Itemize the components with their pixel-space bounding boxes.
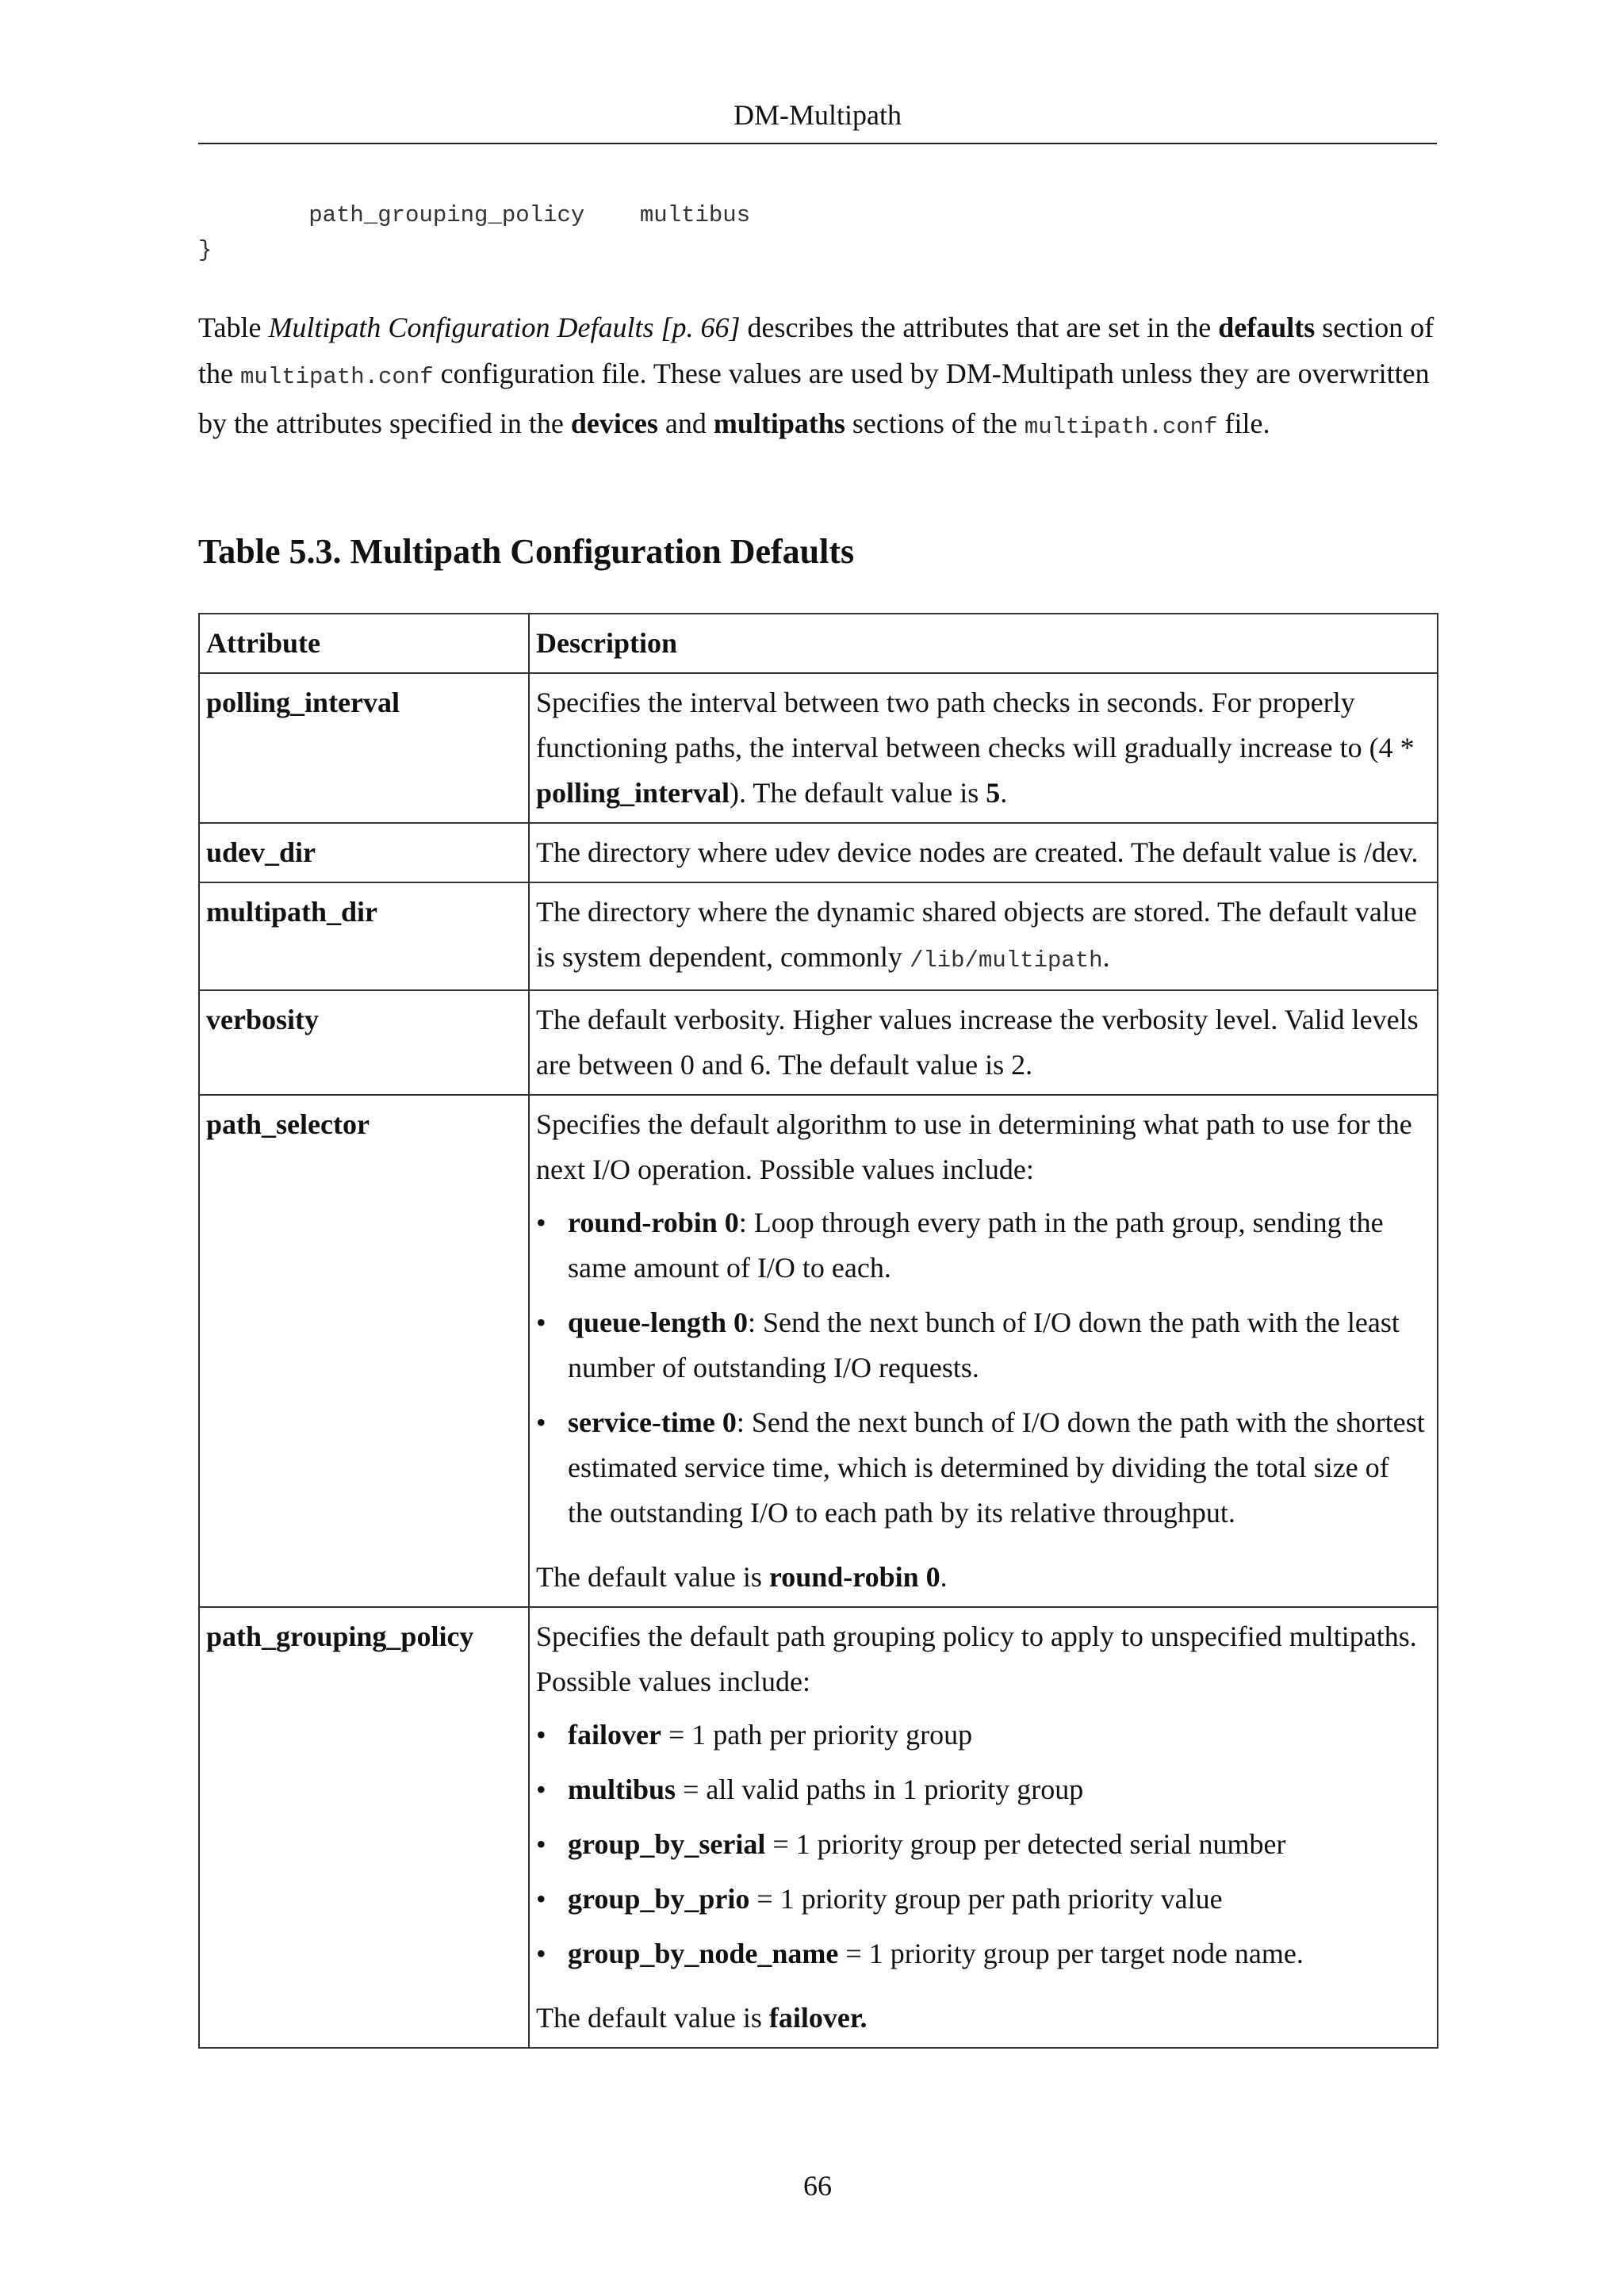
- bullet-list: [536, 1712, 1429, 1976]
- description-bold: 5: [986, 777, 1001, 809]
- attribute-description: [529, 1607, 1438, 2048]
- default-value-note: [536, 1555, 1429, 1600]
- table-row: [199, 990, 1438, 1095]
- attribute-name: multipath_dir: [199, 882, 529, 990]
- code-line: path_grouping_policy multibus: [198, 202, 751, 228]
- devices-term: devices: [570, 408, 658, 439]
- list-term: failover: [568, 1719, 661, 1751]
- default-value: round-robin 0: [768, 1561, 940, 1593]
- intro-text: Table: [198, 312, 269, 343]
- default-text: .: [940, 1561, 948, 1593]
- table-header-row: [199, 614, 1438, 673]
- description-bold: polling_interval: [536, 777, 730, 809]
- list-text: : Loop through every path in the path group, sending the same amount of I/O to each.: [568, 1207, 1384, 1284]
- intro-text: configuration file. These values are used by DM-Multipath unless they are overwritten by the attributes specified in the: [198, 358, 1430, 439]
- list-text: = 1 priority group per path priority value: [749, 1883, 1223, 1915]
- intro-paragraph: [198, 304, 1437, 450]
- default-value: failover.: [768, 2002, 868, 2034]
- attribute-name: path_grouping_policy: [199, 1607, 529, 2048]
- description-text: The directory where the dynamic shared objects are stored. The default value is system dependent, commonly: [536, 896, 1417, 973]
- attribute-name: verbosity: [199, 990, 529, 1095]
- list-text: = 1 priority group per detected serial number: [765, 1828, 1286, 1860]
- list-item: [536, 1931, 1429, 1976]
- list-item: [536, 1200, 1429, 1291]
- running-header: DM-Multipath: [733, 99, 902, 131]
- description-text: Specifies the interval between two path checks in seconds. For properly functioning paths, the interval between checks will gradually increase to (4 *: [536, 687, 1415, 763]
- table-title: Table 5.3. Multipath Configuration Defaults: [198, 532, 855, 571]
- default-text: The default value is: [536, 2002, 769, 2034]
- list-item: [536, 1822, 1429, 1867]
- path-code: /lib/multipath: [909, 947, 1103, 974]
- list-item: [536, 1877, 1429, 1922]
- intro-text: section of the: [198, 312, 1434, 389]
- list-term: round-robin 0: [568, 1207, 739, 1238]
- table-row: [199, 882, 1438, 990]
- attribute-description: The directory where udev device nodes are created. The default value is /dev.: [529, 823, 1438, 882]
- list-term: multibus: [568, 1774, 676, 1805]
- defaults-table: [198, 613, 1438, 2049]
- column-header-description: Description: [529, 614, 1438, 673]
- list-item: [536, 1767, 1429, 1812]
- column-header-attribute: Attribute: [199, 614, 529, 673]
- table-row: [199, 823, 1438, 882]
- multipaths-term: multipaths: [713, 408, 845, 439]
- attribute-name: udev_dir: [199, 823, 529, 882]
- defaults-term: defaults: [1218, 312, 1316, 343]
- attribute-description: [529, 673, 1438, 823]
- intro-text: and: [657, 408, 714, 439]
- attribute-description: The default verbosity. Higher values increase the verbosity level. Valid levels are between 0 and 6. The default value is 2.: [529, 990, 1438, 1095]
- default-value-note: [536, 1996, 1429, 2041]
- list-term: service-time 0: [568, 1406, 737, 1438]
- description-text: ). The default value is: [730, 777, 986, 809]
- list-text: = all valid paths in 1 priority group: [676, 1774, 1084, 1805]
- list-item: [536, 1712, 1429, 1758]
- list-term: group_by_serial: [568, 1828, 766, 1860]
- filename-code: multipath.conf: [239, 364, 434, 390]
- code-snippet: [198, 198, 750, 268]
- intro-text: file.: [1217, 408, 1270, 439]
- list-item: [536, 1300, 1429, 1391]
- header-rule: [198, 143, 1437, 144]
- attribute-name: polling_interval: [199, 673, 529, 823]
- bullet-list: [536, 1200, 1429, 1536]
- table-row: [199, 673, 1438, 823]
- table-row: [199, 1607, 1438, 2048]
- list-term: group_by_prio: [568, 1883, 750, 1915]
- list-text: = 1 path per priority group: [661, 1719, 973, 1751]
- list-item: [536, 1400, 1429, 1536]
- attribute-description: [529, 1095, 1438, 1607]
- list-text: : Send the next bunch of I/O down the path with the least number of outstanding I/O requests.: [568, 1307, 1400, 1383]
- code-line: }: [198, 237, 213, 263]
- attribute-description: [529, 882, 1438, 990]
- description-intro: Specifies the default path grouping policy to apply to unspecified multipaths. Possible values include:: [536, 1621, 1417, 1697]
- description-text: .: [1102, 941, 1110, 973]
- description-text: .: [1000, 777, 1008, 809]
- attribute-name: path_selector: [199, 1095, 529, 1607]
- list-text: = 1 priority group per target node name.: [838, 1938, 1304, 1969]
- intro-text: sections of the: [845, 408, 1025, 439]
- list-term: queue-length 0: [568, 1307, 749, 1338]
- default-text: The default value is: [536, 1561, 769, 1593]
- table-reference-link[interactable]: Multipath Configuration Defaults [p. 66]: [268, 312, 741, 343]
- intro-text: describes the attributes that are set in the: [740, 312, 1219, 343]
- list-text: : Send the next bunch of I/O down the path with the shortest estimated service time, which is determined by dividing the total size of the outstanding I/O to each path by its relative throughput.: [568, 1406, 1425, 1529]
- list-term: group_by_node_name: [568, 1938, 839, 1969]
- description-intro: Specifies the default algorithm to use in determining what path to use for the next I/O operation. Possible values include:: [536, 1108, 1412, 1185]
- filename-code: multipath.conf: [1024, 414, 1218, 440]
- table-row: [199, 1095, 1438, 1607]
- page-number: 66: [803, 2170, 832, 2202]
